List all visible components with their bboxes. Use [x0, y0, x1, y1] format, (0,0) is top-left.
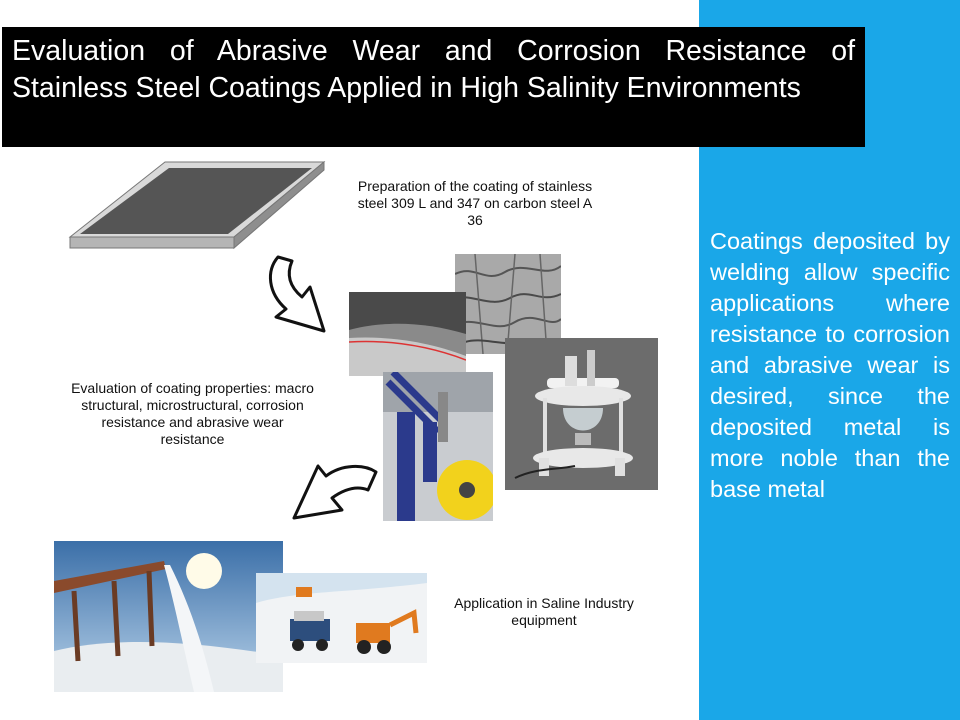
flow-arrow-2-icon	[290, 462, 380, 530]
step-evaluation-caption: Evaluation of coating properties: macro structural, microstructural, corrosion resistance and abrasive wear resistance	[71, 380, 314, 447]
step-application-caption: Application in Saline Industry equipment	[454, 595, 634, 628]
side-note: Coatings deposited by welding allow specific applications where resistance to corrosion and abrasive wear is desired, since the deposited metal is more noble than the base metal	[710, 228, 950, 502]
salt-trucks-photo	[256, 573, 427, 663]
steel-plate-illustration	[66, 160, 328, 252]
salt-conveyor-photo	[54, 541, 283, 692]
abrasion-tester-photo	[383, 372, 493, 521]
corrosion-cell-photo	[505, 338, 658, 490]
page-title: Evaluation of Abrasive Wear and Corrosion Resistance of Stainless Steel Coatings Applied in High Salinity Environments	[2, 27, 865, 147]
step-preparation-caption: Preparation of the coating of stainless steel 309 L and 347 on carbon steel A 36	[357, 178, 593, 228]
weld-cross-section-photo	[349, 292, 466, 376]
flow-arrow-1-icon	[262, 253, 332, 337]
